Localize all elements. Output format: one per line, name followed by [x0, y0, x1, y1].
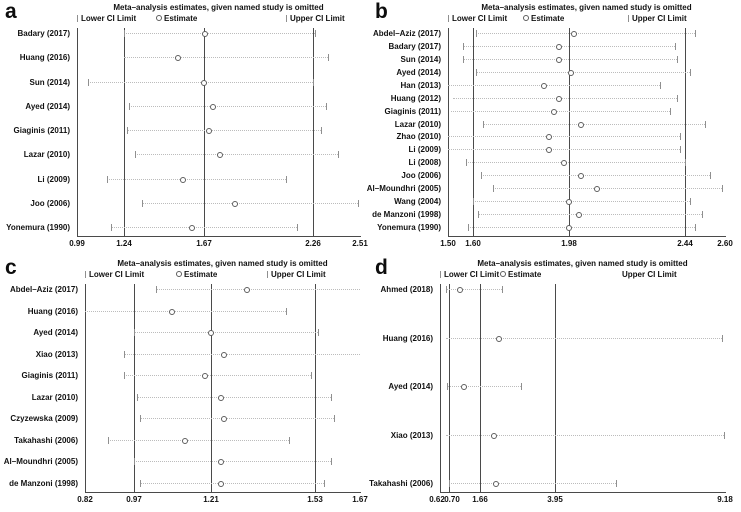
ci-upper-bar [297, 224, 298, 231]
study-label: Badary (2017) [388, 42, 441, 51]
estimate-marker [180, 177, 186, 183]
legend-upper-ci-limit [286, 14, 345, 23]
ci-lower-bar [463, 56, 464, 63]
ci-lower-bar [468, 224, 469, 231]
ci-lower-bar [483, 121, 484, 128]
ci-upper-bar [616, 480, 617, 487]
ci-line [156, 289, 360, 290]
ci-line [483, 124, 705, 125]
ci-lower-bar [108, 437, 109, 444]
ci-limit-bar-icon [77, 15, 78, 22]
x-tick-label: 0.70 [444, 495, 460, 504]
ci-upper-bar [677, 56, 678, 63]
ci-lower-bar [107, 176, 108, 183]
estimate-circle-icon [500, 271, 506, 277]
ci-line [142, 203, 358, 204]
ci-line [451, 111, 670, 112]
estimate-marker [556, 96, 562, 102]
estimate-marker [576, 212, 582, 218]
ci-limit-bar-icon [286, 15, 287, 22]
gridline-overall-estimate [480, 284, 481, 492]
gridline-overall-upper-ci [313, 28, 314, 236]
ci-lower-bar [476, 69, 477, 76]
ci-lower-bar [124, 372, 125, 379]
study-label: Sun (2014) [400, 55, 441, 64]
study-label: Huang (2012) [390, 94, 441, 103]
x-tick-label: 1.98 [561, 239, 577, 248]
x-axis-line [440, 492, 726, 493]
study-label: Takahashi (2006) [14, 436, 78, 445]
ci-line [129, 106, 326, 107]
ci-upper-bar [331, 458, 332, 465]
legend-estimate [156, 14, 197, 23]
legend-estimate [523, 14, 564, 23]
ci-lower-bar [134, 329, 135, 336]
estimate-marker [493, 481, 499, 487]
x-tick-label: 1.67 [196, 239, 212, 248]
ci-upper-bar [690, 69, 691, 76]
ci-line [476, 33, 695, 34]
ci-lower-bar [124, 30, 125, 37]
study-label: Yonemura (1990) [6, 223, 70, 232]
ci-line [137, 397, 331, 398]
x-tick-label: 0.99 [69, 239, 85, 248]
ci-line [124, 33, 315, 34]
study-label: Ayed (2014) [25, 102, 70, 111]
ci-upper-bar [318, 329, 319, 336]
study-label: Han (2013) [400, 81, 441, 90]
x-axis-line [77, 236, 361, 237]
ci-upper-bar [702, 211, 703, 218]
study-label: Al–Moundhri (2005) [3, 457, 78, 466]
study-label: Abdel–Aziz (2017) [372, 29, 441, 38]
ci-line [448, 149, 680, 150]
legend-label: Lower CI Limit [81, 14, 137, 23]
ci-lower-bar [137, 394, 138, 401]
study-label: Huang (2016) [382, 334, 433, 343]
ci-upper-bar [502, 286, 503, 293]
study-label: Takahashi (2006) [369, 479, 433, 488]
x-tick-label: 1.50 [440, 239, 456, 248]
x-tick-label: 0.82 [77, 495, 93, 504]
panel-letter-d: d [375, 256, 388, 279]
ci-upper-bar [660, 82, 661, 89]
estimate-marker [556, 57, 562, 63]
ci-upper-bar [313, 79, 314, 86]
ci-limit-bar-icon [628, 15, 629, 22]
ci-lower-bar [447, 383, 448, 390]
x-tick-label: 1.24 [116, 239, 132, 248]
ci-line [127, 130, 321, 131]
legend-label: Upper CI Limit [271, 270, 326, 279]
ci-line [468, 227, 695, 228]
ci-line [447, 386, 521, 387]
ci-limit-bar-icon [448, 15, 449, 22]
estimate-marker [578, 173, 584, 179]
estimate-marker [175, 55, 181, 61]
legend-label: Upper CI Limit [622, 270, 677, 279]
ci-lower-bar [134, 458, 135, 465]
study-label: Ayed (2014) [33, 328, 78, 337]
ci-upper-bar [680, 146, 681, 153]
legend-estimate [500, 270, 541, 279]
estimate-marker [201, 80, 207, 86]
estimate-marker [221, 352, 227, 358]
ci-line [134, 332, 318, 333]
ci-line [446, 435, 724, 436]
estimate-marker [571, 31, 577, 37]
estimate-marker [218, 395, 224, 401]
legend-upper-ci-limit [628, 14, 687, 23]
ci-line [140, 483, 324, 484]
legend-label: Lower CI Limit [444, 270, 500, 279]
estimate-marker [496, 336, 502, 342]
ci-lower-bar [127, 127, 128, 134]
ci-upper-bar [328, 54, 329, 61]
study-label: Lazar (2010) [394, 120, 441, 129]
x-tick-label: 1.66 [472, 495, 488, 504]
study-label: Lazar (2010) [31, 393, 78, 402]
gridline-overall-lower-ci [124, 28, 125, 236]
estimate-marker [568, 70, 574, 76]
panel-title: Meta–analysis estimates, given named study is omitted [477, 259, 688, 268]
x-tick-label: 2.26 [305, 239, 321, 248]
legend-label: Estimate [184, 270, 218, 279]
study-label: Sun (2014) [29, 78, 70, 87]
estimate-marker [556, 44, 562, 50]
ci-lower-bar [473, 198, 474, 205]
ci-line [448, 136, 680, 137]
ci-line [481, 175, 710, 176]
study-label: Yonemura (1990) [377, 223, 441, 232]
estimate-marker [221, 416, 227, 422]
ci-upper-bar [724, 432, 725, 439]
study-label: Li (2008) [408, 158, 441, 167]
ci-lower-bar [88, 79, 89, 86]
ci-upper-bar [324, 480, 325, 487]
ci-upper-bar [722, 335, 723, 342]
ci-lower-bar [466, 159, 467, 166]
ci-line [493, 188, 722, 189]
ci-line [111, 227, 297, 228]
ci-lower-bar [140, 480, 141, 487]
x-tick-label: 1.21 [203, 495, 219, 504]
x-tick-label: 3.95 [547, 495, 563, 504]
panel-a [0, 0, 370, 256]
panel-d [370, 256, 741, 512]
ci-upper-bar [315, 30, 316, 37]
ci-line [124, 57, 328, 58]
estimate-marker [169, 309, 175, 315]
study-label: Xiao (2013) [35, 350, 78, 359]
study-label: Huang (2016) [27, 307, 78, 316]
estimate-marker [594, 186, 600, 192]
study-label: Wang (2004) [394, 197, 441, 206]
ci-line [463, 46, 675, 47]
ci-upper-bar [677, 95, 678, 102]
ci-upper-bar [680, 133, 681, 140]
ci-upper-bar [695, 224, 696, 231]
ci-lower-bar [446, 286, 447, 293]
ci-upper-bar [338, 151, 339, 158]
ci-line [107, 179, 286, 180]
x-axis-line [448, 236, 726, 237]
study-label: Giaginis (2011) [384, 107, 441, 116]
ci-lower-bar [156, 286, 157, 293]
ci-line [478, 214, 702, 215]
ci-line [453, 98, 677, 99]
x-axis-line [85, 492, 361, 493]
ci-lower-bar [449, 480, 450, 487]
ci-upper-bar [321, 127, 322, 134]
ci-lower-bar [135, 151, 136, 158]
ci-lower-bar [476, 30, 477, 37]
ci-line [449, 483, 616, 484]
estimate-marker [244, 287, 250, 293]
x-tick-label: 1.53 [307, 495, 323, 504]
plot-left-border [85, 284, 86, 492]
study-label: Ayed (2014) [388, 382, 433, 391]
estimate-marker [202, 31, 208, 37]
estimate-marker [208, 330, 214, 336]
estimate-marker [541, 83, 547, 89]
x-tick-label: 1.60 [465, 239, 481, 248]
ci-lower-bar [124, 351, 125, 358]
x-tick-label: 9.18 [717, 495, 733, 504]
estimate-marker [182, 438, 188, 444]
ci-lower-bar [140, 415, 141, 422]
study-label: Huang (2016) [19, 53, 70, 62]
ci-lower-bar [481, 172, 482, 179]
study-label: de Manzoni (1998) [9, 479, 78, 488]
ci-limit-bar-icon [85, 271, 86, 278]
study-label: Ayed (2014) [396, 68, 441, 77]
ci-upper-bar [710, 172, 711, 179]
legend-lower-ci-limit [440, 270, 499, 279]
study-label: Czyzewska (2009) [10, 414, 78, 423]
x-tick-label: 0.62 [429, 495, 445, 504]
ci-line [463, 59, 677, 60]
x-tick-label: 2.51 [352, 239, 368, 248]
estimate-marker [202, 373, 208, 379]
ci-lower-bar [463, 43, 464, 50]
x-tick-label: 1.67 [352, 495, 368, 504]
ci-upper-bar [289, 437, 290, 444]
legend-label: Upper CI Limit [632, 14, 687, 23]
ci-line [446, 338, 722, 339]
study-label: Zhao (2010) [396, 132, 441, 141]
ci-line [466, 162, 685, 163]
gridline-overall-lower-ci [449, 284, 450, 492]
gridline-overall-upper-ci [555, 284, 556, 492]
ci-upper-bar [286, 176, 287, 183]
legend-estimate [176, 270, 217, 279]
gridline-overall-upper-ci [685, 28, 686, 236]
ci-upper-bar [358, 200, 359, 207]
study-label: Li (2009) [408, 145, 441, 154]
x-tick-label: 0.97 [126, 495, 142, 504]
panel-letter-b: b [375, 0, 388, 23]
ci-upper-bar [311, 372, 312, 379]
estimate-marker [566, 225, 572, 231]
ci-lower-bar [111, 224, 112, 231]
ci-upper-bar [521, 383, 522, 390]
ci-lower-bar [129, 103, 130, 110]
ci-line [446, 289, 502, 290]
legend-label: Lower CI Limit [89, 270, 145, 279]
x-tick-label: 2.44 [677, 239, 693, 248]
ci-line [108, 440, 289, 441]
study-label: Li (2009) [37, 175, 70, 184]
legend-label: Estimate [164, 14, 198, 23]
study-label: Badary (2017) [17, 29, 70, 38]
ci-upper-bar [722, 185, 723, 192]
study-label: de Manzoni (1998) [372, 210, 441, 219]
study-label: Giaginis (2011) [13, 126, 70, 135]
estimate-marker [457, 287, 463, 293]
panel-b [366, 0, 741, 256]
ci-line [135, 154, 338, 155]
ci-line [473, 201, 690, 202]
estimate-circle-icon [156, 15, 162, 21]
estimate-marker [217, 152, 223, 158]
legend-lower-ci-limit [85, 270, 144, 279]
ci-upper-bar [286, 308, 287, 315]
study-label: Joo (2006) [401, 171, 441, 180]
estimate-marker [218, 459, 224, 465]
gridline-overall-estimate [204, 28, 205, 236]
panel-title: Meta–analysis estimates, given named study is omitted [481, 3, 692, 12]
legend-lower-ci-limit [448, 14, 507, 23]
panel-title: Meta–analysis estimates, given named study is omitted [117, 259, 328, 268]
ci-limit-bar-icon [267, 271, 268, 278]
study-label: Joo (2006) [30, 199, 70, 208]
estimate-marker [461, 384, 467, 390]
panel-title: Meta–analysis estimates, given named study is omitted [113, 3, 324, 12]
ci-lower-bar [142, 200, 143, 207]
ci-upper-bar [326, 103, 327, 110]
estimate-marker [546, 134, 552, 140]
estimate-marker [232, 201, 238, 207]
ci-line [124, 354, 360, 355]
ci-line [124, 375, 311, 376]
legend-label: Estimate [531, 14, 565, 23]
estimate-marker [206, 128, 212, 134]
estimate-marker [561, 160, 567, 166]
estimate-marker [551, 109, 557, 115]
legend-lower-ci-limit [77, 14, 136, 23]
legend-upper-ci-limit [622, 270, 677, 279]
estimate-marker [189, 225, 195, 231]
ci-line [85, 311, 286, 312]
ci-line [134, 461, 331, 462]
ci-line [476, 72, 690, 73]
plot-left-border [77, 28, 78, 236]
panel-letter-c: c [5, 256, 17, 279]
legend-upper-ci-limit [267, 270, 326, 279]
ci-line [448, 85, 660, 86]
estimate-marker [491, 433, 497, 439]
ci-line [140, 418, 334, 419]
ci-lower-bar [493, 185, 494, 192]
ci-upper-bar [334, 415, 335, 422]
study-label: Ahmed (2018) [380, 285, 433, 294]
study-label: Al–Moundhri (2005) [366, 184, 441, 193]
plot-left-border [448, 28, 449, 236]
ci-lower-bar [478, 211, 479, 218]
legend-label: Estimate [508, 270, 542, 279]
estimate-marker [546, 147, 552, 153]
estimate-marker [210, 104, 216, 110]
estimate-circle-icon [176, 271, 182, 277]
study-label: Abdel–Aziz (2017) [9, 285, 78, 294]
study-label: Giaginis (2011) [21, 371, 78, 380]
ci-limit-bar-icon [440, 271, 441, 278]
plot-left-border [440, 284, 441, 492]
ci-upper-bar [331, 394, 332, 401]
legend-label: Upper CI Limit [290, 14, 345, 23]
ci-upper-bar [690, 198, 691, 205]
ci-upper-bar [670, 108, 671, 115]
ci-upper-bar [675, 43, 676, 50]
study-label: Xiao (2013) [390, 431, 433, 440]
estimate-marker [218, 481, 224, 487]
panel-letter-a: a [5, 0, 17, 23]
estimate-marker [566, 199, 572, 205]
estimate-circle-icon [523, 15, 529, 21]
ci-upper-bar [695, 30, 696, 37]
ci-upper-bar [685, 159, 686, 166]
x-tick-label: 2.60 [717, 239, 733, 248]
estimate-marker [578, 122, 584, 128]
ci-upper-bar [705, 121, 706, 128]
study-label: Lazar (2010) [23, 150, 70, 159]
legend-label: Lower CI Limit [452, 14, 508, 23]
panel-c [0, 256, 370, 512]
